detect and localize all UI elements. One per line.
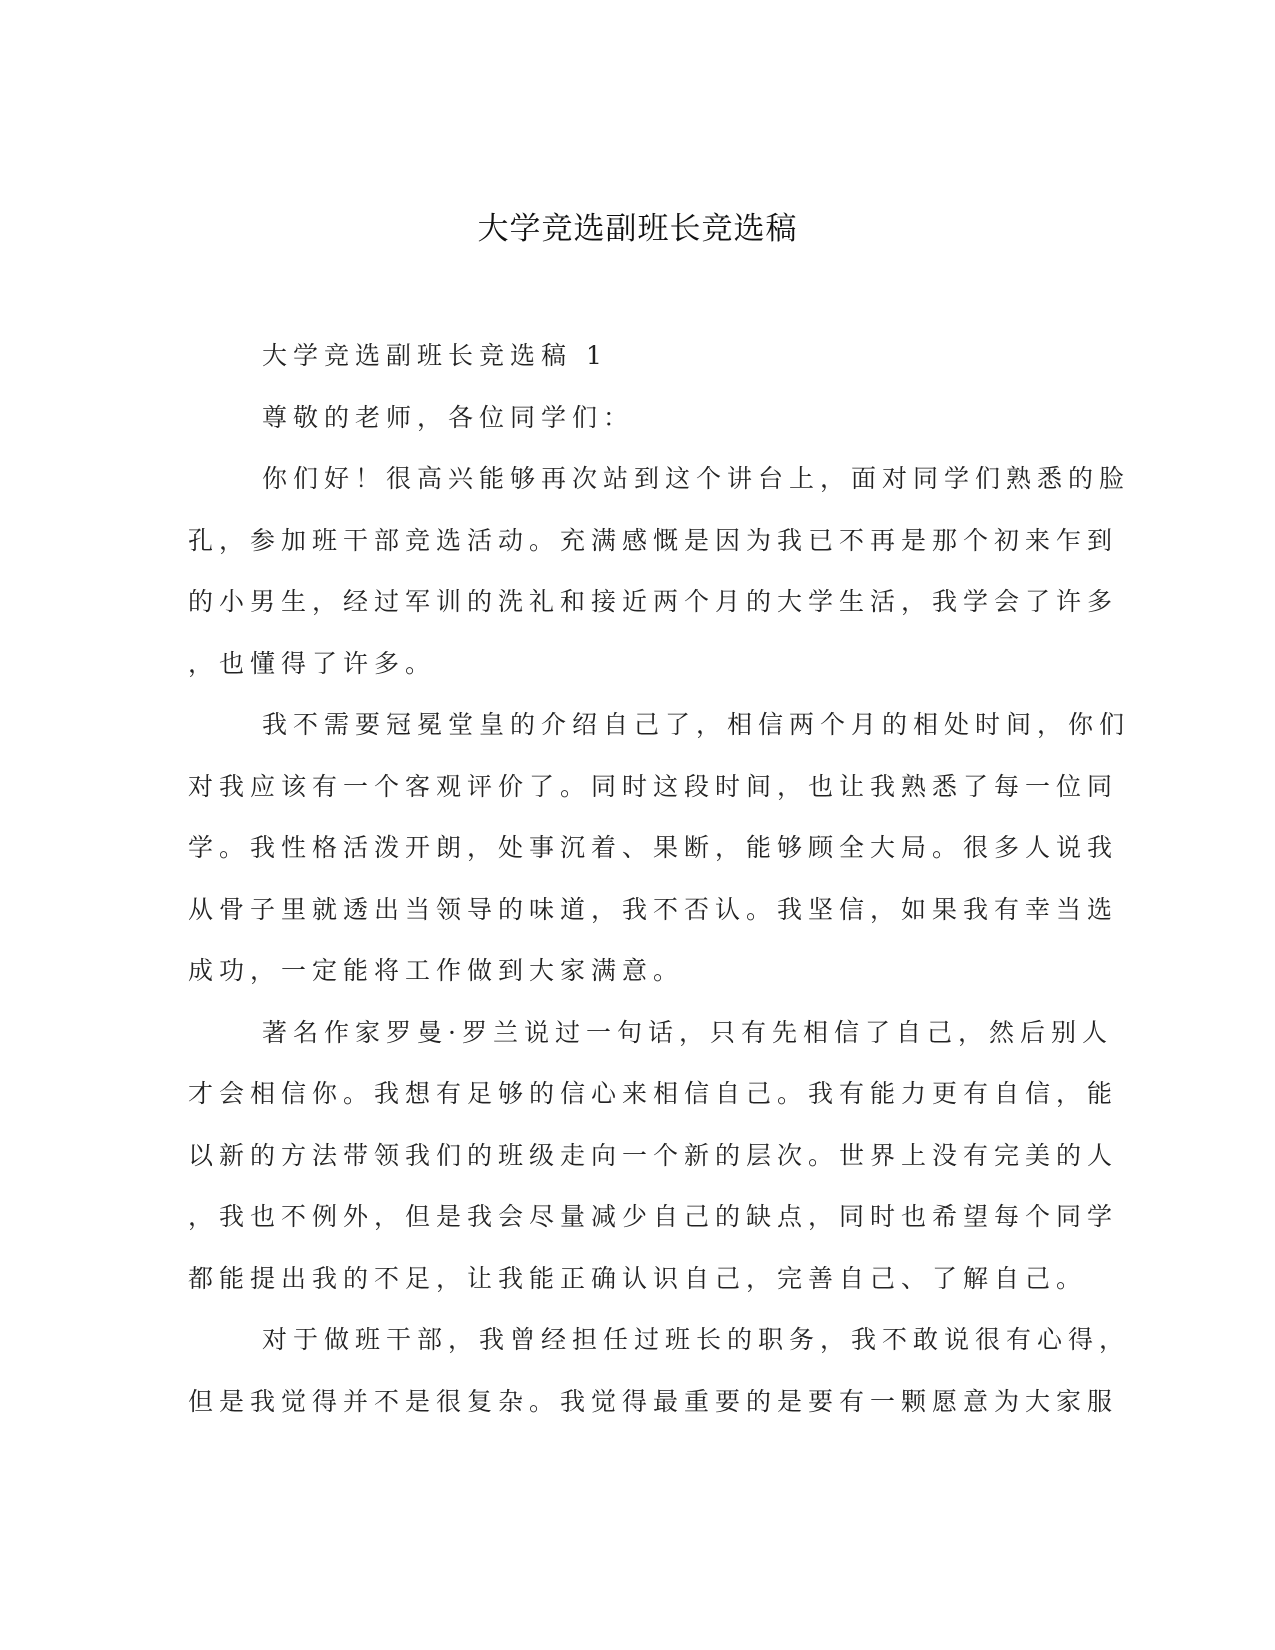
document-body bbox=[188, 325, 1131, 1432]
text-line: 对于做班干部，我曾经担任过班长的职务，我不敢说很有心得， bbox=[262, 1325, 1131, 1354]
text-line: 对我应该有一个客观评价了。同时这段时间，也让我熟悉了每一位同 bbox=[188, 771, 1119, 801]
text-line: ，我也不例外，但是我会尽量减少自己的缺点，同时也希望每个同学 bbox=[188, 1202, 1119, 1231]
text-line: 成功，一定能将工作做到大家满意。 bbox=[188, 956, 685, 985]
section-heading: 大学竞选副班长竞选稿 1 bbox=[262, 341, 608, 370]
text-line: 孔，参加班干部竞选活动。充满感慨是因为我已不再是那个初来乍到 bbox=[188, 525, 1119, 555]
text-line: 著名作家罗曼·罗兰说过一句话，只有先相信了自己，然后别人 bbox=[262, 1017, 1113, 1047]
text-line: ，也懂得了许多。 bbox=[188, 648, 437, 678]
salutation: 尊敬的老师，各位同学们： bbox=[262, 402, 635, 432]
text-line: 我不需要冠冕堂皇的介绍自己了，相信两个月的相处时间，你们 bbox=[262, 710, 1131, 739]
text-line: 的小男生，经过军训的洗礼和接近两个月的大学生活，我学会了许多 bbox=[188, 587, 1119, 616]
text-line: 从骨子里就透出当领导的味道，我不否认。我坚信，如果我有幸当选 bbox=[188, 894, 1119, 924]
text-line: 都能提出我的不足，让我能正确认识自己，完善自己、了解自己。 bbox=[188, 1263, 1088, 1293]
text-line: 以新的方法带领我们的班级走向一个新的层次。世界上没有完美的人 bbox=[188, 1140, 1119, 1170]
text-line: 才会相信你。我想有足够的信心来相信自己。我有能力更有自信，能 bbox=[188, 1079, 1119, 1108]
text-line: 你们好！很高兴能够再次站到这个讲台上，面对同学们熟悉的脸 bbox=[262, 464, 1131, 493]
text-line: 学。我性格活泼开朗，处事沉着、果断，能够顾全大局。很多人说我 bbox=[188, 833, 1119, 862]
text-line: 但是我觉得并不是很复杂。我觉得最重要的是要有一颗愿意为大家服 bbox=[188, 1386, 1119, 1416]
document-title: 大学竞选副班长竞选稿 bbox=[477, 211, 798, 247]
